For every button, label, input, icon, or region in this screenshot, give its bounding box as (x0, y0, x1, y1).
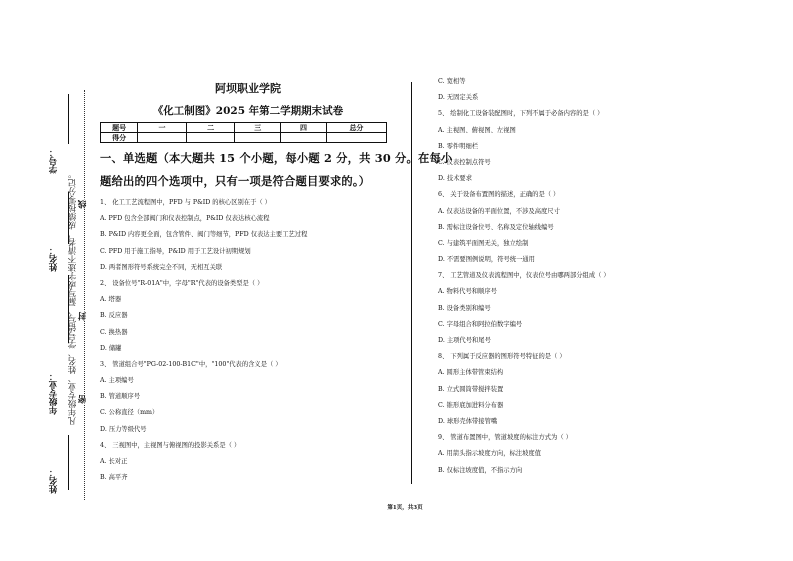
score-table (100, 122, 387, 143)
option-line: B. 高平齐 (100, 474, 128, 482)
binding-margin (28, 90, 108, 500)
option-line: A. 塔器 (100, 296, 122, 304)
option-line: C. 仪表控制点符号 (438, 158, 491, 166)
question-line: 5、 绘制化工设备装配图时，下列不属于必备内容的是（ ） (438, 110, 604, 118)
option-line: D. 两者图形符号系统完全不同，无相互关联 (100, 263, 223, 271)
class-label: 年级专业： (49, 372, 59, 415)
school-label: 姓名： (49, 468, 59, 494)
option-line: D. 球形壳体带接管嘴 (438, 417, 498, 425)
option-line: B. 零件明细栏 (438, 142, 479, 150)
table-cell: 题号 (101, 123, 138, 133)
option-line: A. 用箭头指示坡度方向，标注坡度值 (438, 450, 542, 458)
option-line: B. P&ID 内容更全面，包含管件、阀门等细节，PFD 仅表达主要工艺过程 (100, 231, 308, 239)
score-table-header-row (101, 123, 387, 133)
column-divider (411, 82, 412, 484)
option-line: B. 反应器 (100, 312, 128, 320)
option-line: D. 无固定关系 (438, 94, 479, 102)
option-line: C. 字母组合和阿拉伯数字编号 (438, 320, 523, 328)
question-line: 9、 管道布置图中，管道坡度的标注方式为（ ） (438, 434, 572, 442)
seal-mi: 密 (78, 395, 88, 404)
option-line: C. 公称直径（mm） (100, 409, 159, 417)
score-cell[interactable] (138, 133, 187, 143)
option-line: B. 管道顺序号 (100, 393, 141, 401)
option-line: B. 需标注设备位号、名称及定位轴线编号 (438, 223, 554, 231)
option-line: A. 主视图、俯视图、左视图 (438, 126, 516, 134)
exam-title: 《化工制图》2025 年第二学期期末试卷 (152, 105, 344, 117)
student-id-label: 学号： (49, 148, 59, 174)
student-id-line (68, 94, 69, 144)
question-line: 4、 三视图中，主视图与俯视图的投影关系是（ ） (100, 441, 241, 449)
option-line: C. 与建筑平面图无关，独立绘制 (438, 239, 529, 247)
section-heading-line2: 题给出的四个选项中，只有一项是符合题目要求的。） (100, 174, 371, 188)
school-line (68, 435, 69, 490)
score-cell[interactable] (186, 133, 235, 143)
option-line: C. 换热器 (100, 328, 128, 336)
option-line: B. 设备类别和编号 (438, 304, 491, 312)
question-line: 2、 设备位号"R-01A"中，字母"R"代表的设备类型是（ ） (100, 279, 264, 287)
score-cell[interactable] (281, 133, 327, 143)
question-line: 6、 关于设备布置图的描述，正确的是（ ） (438, 191, 560, 199)
binding-notice: 凡年级专业、姓名、学号错写、漏写或字迹不清者，成绩按零分记。 (68, 170, 78, 425)
left-questions (100, 195, 396, 486)
table-cell: 四 (281, 123, 327, 133)
score-cell[interactable] (235, 133, 281, 143)
table-cell: 二 (186, 123, 235, 133)
name-label: 姓名： (49, 246, 59, 272)
option-line: C. 宽相等 (438, 78, 466, 85)
option-line: D. 不需要图例说明，符号统一通用 (438, 256, 535, 264)
table-cell: 总分 (326, 123, 386, 133)
question-line: 3、 管道组合号"PG-02-100-B1C"中，"100"代表的含义是（ ） (100, 360, 282, 368)
table-cell: 一 (138, 123, 187, 133)
option-line: A. 物料代号和顺序号 (438, 288, 497, 296)
option-line: C. 锥形底加进料分布器 (438, 401, 504, 409)
seal-line (84, 90, 85, 500)
option-line: C. PFD 用于施工指导，P&ID 用于工艺设计初期规划 (100, 247, 251, 255)
option-line: D. 储罐 (100, 344, 122, 352)
option-line: A. PFD 包含全部阀门和仪表控制点，P&ID 仅表达核心流程 (100, 215, 270, 223)
page-number: 第1页，共3页 (387, 505, 423, 511)
option-line: A. 主项编号 (100, 377, 134, 385)
question-line: 7、 工艺管道及仪表流程图中，仪表位号由哪两部分组成（ ） (438, 272, 610, 280)
option-line: A. 圆形主体带管束结构 (438, 369, 504, 377)
school-name: 阿坝职业学院 (215, 82, 281, 95)
option-line: A. 仅表达设备的平面位置，不涉及高度尺寸 (438, 207, 560, 215)
question-line: 1、 化工工艺流程图中，PFD 与 P&ID 的核心区别在于（ ） (100, 199, 271, 206)
option-line: A. 长对正 (100, 458, 128, 465)
score-cell[interactable] (326, 133, 386, 143)
seal-feng: 封 (78, 312, 88, 321)
section-heading-line1: 一、单选题（本大题共 15 个小题，每小题 2 分，共 30 分。在每小 (100, 151, 453, 165)
option-line: B. 仅标注坡度值，不指示方向 (438, 466, 523, 474)
table-cell: 得分 (101, 133, 138, 143)
option-line: B. 立式圆筒带搅拌装置 (438, 385, 504, 393)
seal-xian: 线 (78, 200, 88, 209)
right-column (438, 74, 718, 479)
option-line: D. 技术要求 (438, 175, 473, 183)
question-line: 8、 下列属于反应器的图形符号特征的是（ ） (438, 353, 566, 361)
score-table-score-row (101, 133, 387, 143)
option-line: D. 主项代号和尾号 (438, 337, 491, 344)
table-cell: 三 (235, 123, 281, 133)
option-line: D. 压力等级代号 (100, 425, 147, 433)
section-heading (100, 147, 453, 193)
